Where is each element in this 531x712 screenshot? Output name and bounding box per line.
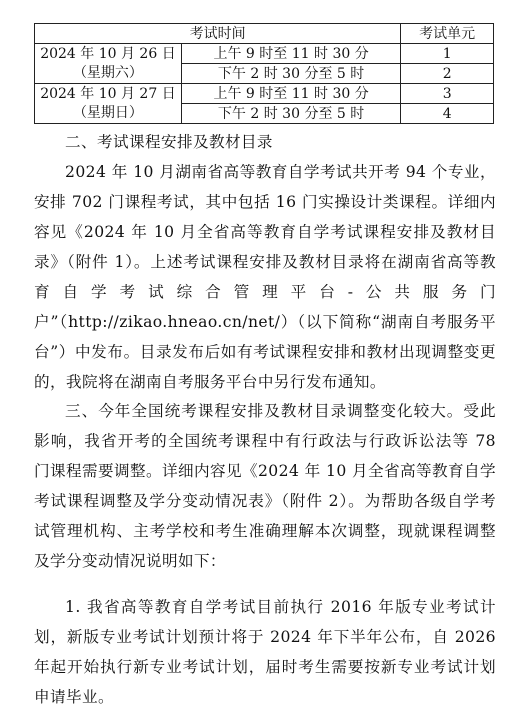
header-exam-time: 考试时间 <box>35 24 401 44</box>
date-text: 2024 年 10 月 27 日 <box>40 85 176 102</box>
time-slot-cell: 下午 2 时 30 分至 5 时 <box>181 64 400 84</box>
time-slot-cell: 上午 9 时至 11 时 30 分 <box>181 44 400 64</box>
unit-cell: 4 <box>401 104 494 124</box>
body-paragraph: 2024 年 10 月湖南省高等教育自学考试共开考 94 个专业，安排 702 门课程考试，其中包括 16 门实操设计类课程。详细内容见《2024 年 10 月全省高等教育自学考试课程安排及教材目录》（附件 1）。上述考试课程安排及教材目录将在湖南省高等教育自学考试综合管理平台-公共服务门户”（http://zikao.hneao.cn/net/）（以下简称“湖南自考服务平台”）中发布。目录发布后如有考试课程安排和教材出现调整变更的，我院将在湖南自考服务平台中另行发布通知。 <box>34 163 496 391</box>
date-text: 2024 年 10 月 26 日 <box>40 45 176 62</box>
numbered-paragraph: 1. 我省高等教育自学考试目前执行 2016 年版专业考试计划，新版专业考试计划预计将于 2024 年下半年公布，自 2026 年起开始执行新专业考试计划，届时考生需要按新专业考试计划申请毕业。 <box>34 598 496 706</box>
table-row <box>35 84 494 104</box>
table-header-row <box>35 24 494 44</box>
item-one <box>34 592 496 712</box>
unit-cell: 2 <box>401 64 494 84</box>
header-exam-unit: 考试单元 <box>401 24 494 44</box>
section-three <box>34 396 496 576</box>
unit-cell: 1 <box>401 44 494 64</box>
date-cell <box>35 84 182 124</box>
date-cell <box>35 44 182 84</box>
section-two <box>34 127 496 397</box>
section-heading: 二、考试课程安排及教材目录 <box>65 133 273 151</box>
exam-schedule-table <box>34 23 494 124</box>
time-slot-cell: 下午 2 时 30 分至 5 时 <box>181 104 400 124</box>
weekday-text: （星期日） <box>72 104 143 121</box>
body-paragraph: 三、今年全国统考课程安排及教材目录调整变化较大。受此影响，我省开考的全国统考课程中有行政法与行政诉讼法等 78 门课程需要调整。详细内容见《2024 年 10 月全省高等教育自学考试课程调整及学分变动情况表》（附件 2）。为帮助各级自学考试管理机构、主考学校和考生准确理解本次调整，现就课程调整及学分变动情况说明如下： <box>34 402 496 570</box>
table-row <box>35 44 494 64</box>
time-slot-cell: 上午 9 时至 11 时 30 分 <box>181 84 400 104</box>
unit-cell: 3 <box>401 84 494 104</box>
weekday-text: （星期六） <box>72 64 143 81</box>
